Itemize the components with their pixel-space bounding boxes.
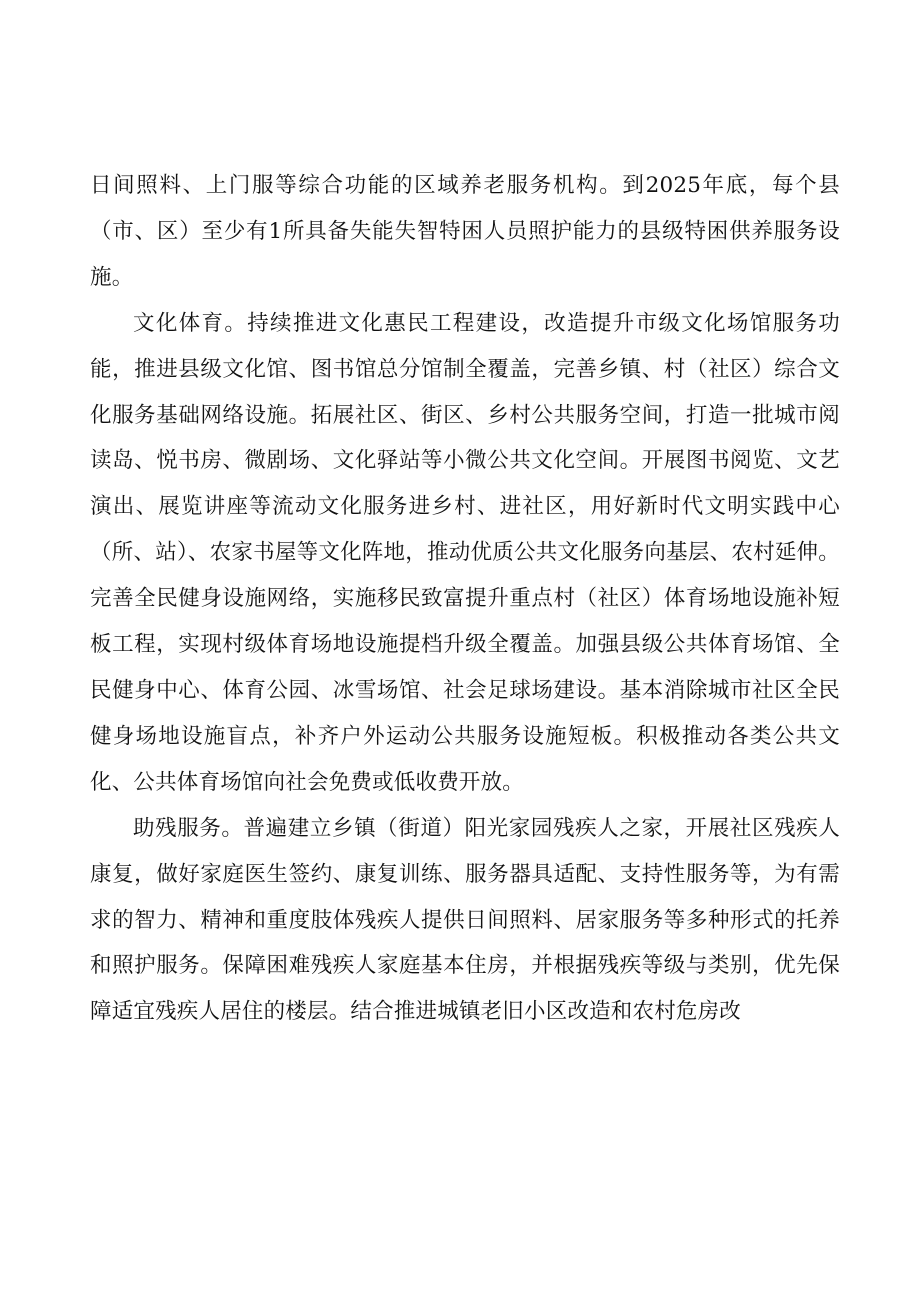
paragraph-elderly-care-facilities: 日间照料、上门服等综合功能的区域养老服务机构。到2025年底，每个县（市、区）至少有1所具备失能失智特困人员照护能力的县级特困供养服务设施。 (90, 173, 840, 290)
document-body (90, 163, 840, 1035)
paragraph-disability-services: 助残服务。普遍建立乡镇（街道）阳光家园残疾人之家，开展社区残疾人康复，做好家庭医生签约、康复训练、服务器具适配、支持性服务等，为有需求的智力、精神和重度肢体残疾人提供日间照料、居家服务等多种形式的托养和照护服务。保障困难残疾人家庭基本住房，并根据残疾等级与类别，优先保障适宜残疾人居住的楼层。结合推进城镇老旧小区改造和农村危房改 (90, 815, 840, 1025)
paragraph-culture-sports: 文化体育。持续推进文化惠民工程建设，改造提升市级文化场馆服务功能，推进县级文化馆、图书馆总分馆制全覆盖，完善乡镇、村（社区）综合文化服务基础网络设施。拓展社区、街区、乡村公共服务空间，打造一批城市阅读岛、悦书房、微剧场、文化驿站等小微公共文化空间。开展图书阅览、文艺演出、展览讲座等流动文化服务进乡村、进社区，用好新时代文明实践中心（所、站）、农家书屋等文化阵地，推动优质公共文化服务向基层、农村延伸。完善全民健身设施网络，实施移民致富提升重点村（社区）体育场地设施补短板工程，实现村级体育场地设施提档升级全覆盖。加强县级公共体育场馆、全民健身中心、体育公园、冰雪场馆、社会足球场建设。基本消除城市社区全民健身场地设施盲点，补齐户外运动公共服务设施短板。积极推动各类公共文化、公共体育场馆向社会免费或低收费开放。 (90, 310, 840, 795)
